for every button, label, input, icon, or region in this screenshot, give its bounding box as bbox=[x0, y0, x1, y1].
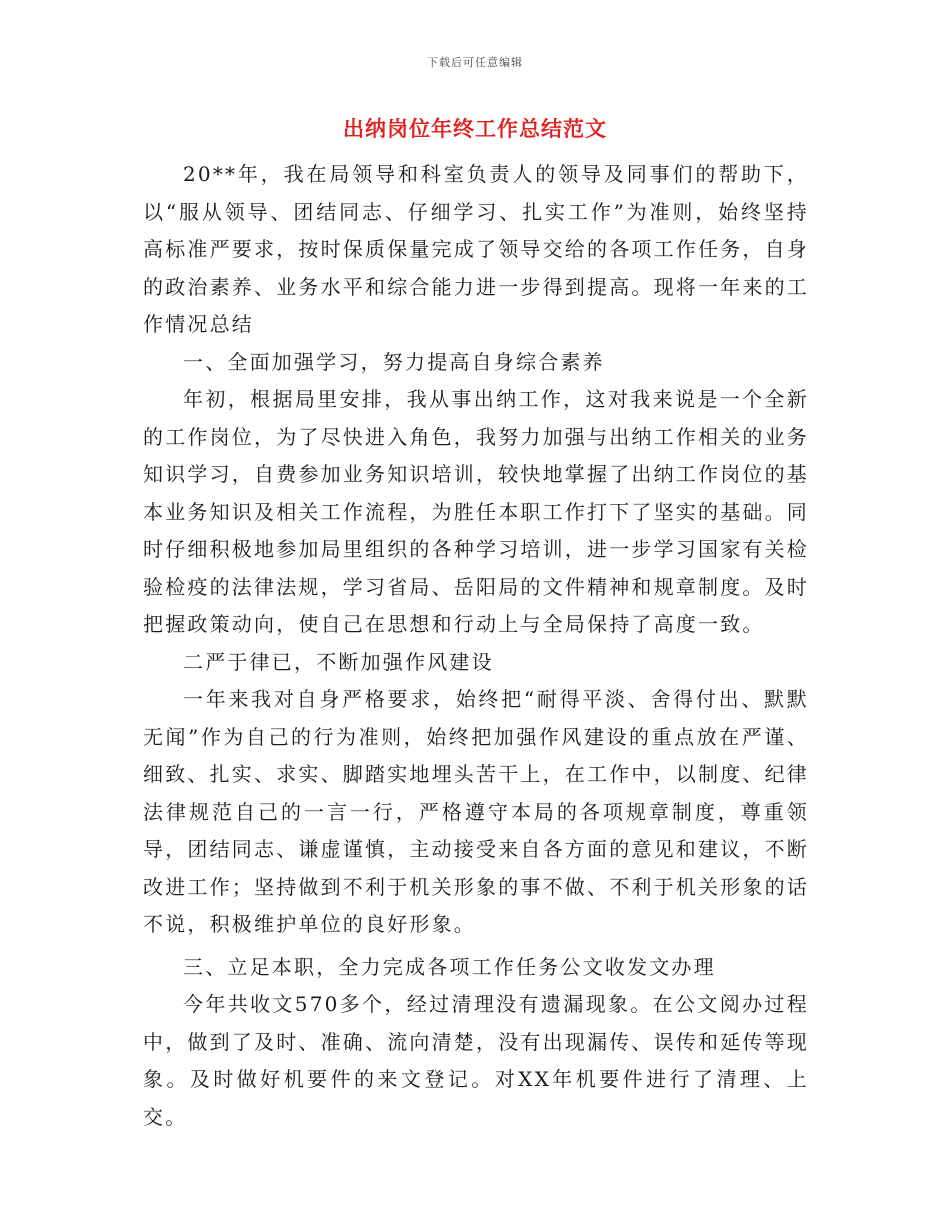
intro-paragraph: 20**年，我在局领导和科室负责人的领导及同事们的帮助下，以“服从领导、团结同志、仔细学习、扎实工作”为准则，始终坚持高标准严要求，按时保质保量完成了领导交给的各项工作任务，自身 的政治素养、业务水平和综合能力进一步得到提高。现将一年来的工作情况总结 bbox=[143, 162, 809, 336]
section-3-paragraph: 今年共收文570多个，经过清理没有遗漏现象。在公文阅办过程中，做到了及时、准确、流向清楚，没有出现漏传、误传和延传等现象。及时做好机要件的来文登记。对XX年机要件进行了清理、上交。 bbox=[143, 992, 809, 1129]
document-title: 出纳岗位年终工作总结范文 bbox=[343, 116, 607, 141]
section-2-paragraph: 一年来我对自身严格要求，始终把“耐得平淡、舍得付出、默默无闻”作为自己的行为准则，始终把加强作风建设的重点放在严谨、细致、扎实、求实、脚踏实地埋头苦干上，在工作中，以制度、纪律法律规范自己的一言一行，严格遵守本局的各项规章制度，尊重领导，团结同志、谦虚谨慎，主动接受来自各方面的意见和建议，不断改进工作；坚持做到不利于机关形象的事不做、不利于机关形象的话不说，积极维护单位的良好形象。 bbox=[143, 687, 809, 936]
section-heading-2: 二严于律已，不断加强作风建设 bbox=[183, 649, 494, 674]
header-note: 下载后可任意编辑 bbox=[427, 56, 523, 69]
section-heading-3: 三、立足本职，全力完成各项工作任务公文收发文办理 bbox=[183, 954, 716, 979]
document-body bbox=[143, 156, 809, 1136]
section-heading-1: 一、全面加强学习，努力提高自身综合素养 bbox=[183, 349, 605, 374]
section-1-paragraph: 年初，根据局里安排，我从事出纳工作，这对我来说是一个全新的工作岗位，为了尽快进入角色，我努力加强与出纳工作相关的业务知识学习，自费参加业务知识培训，较快地掌握了出纳工作岗位的基本业务知识及相关工作流程，为胜任本职工作打下了坚实的基础。同时仔细积极地参加局里组织的各种学习培训，进一步学习国家有关检验检疫的法律法规，学习省局、岳阳局的文件精神和规章制度。及时把握政策动向，使自己在思想和行动上与全局保持了高度一致。 bbox=[143, 387, 809, 636]
